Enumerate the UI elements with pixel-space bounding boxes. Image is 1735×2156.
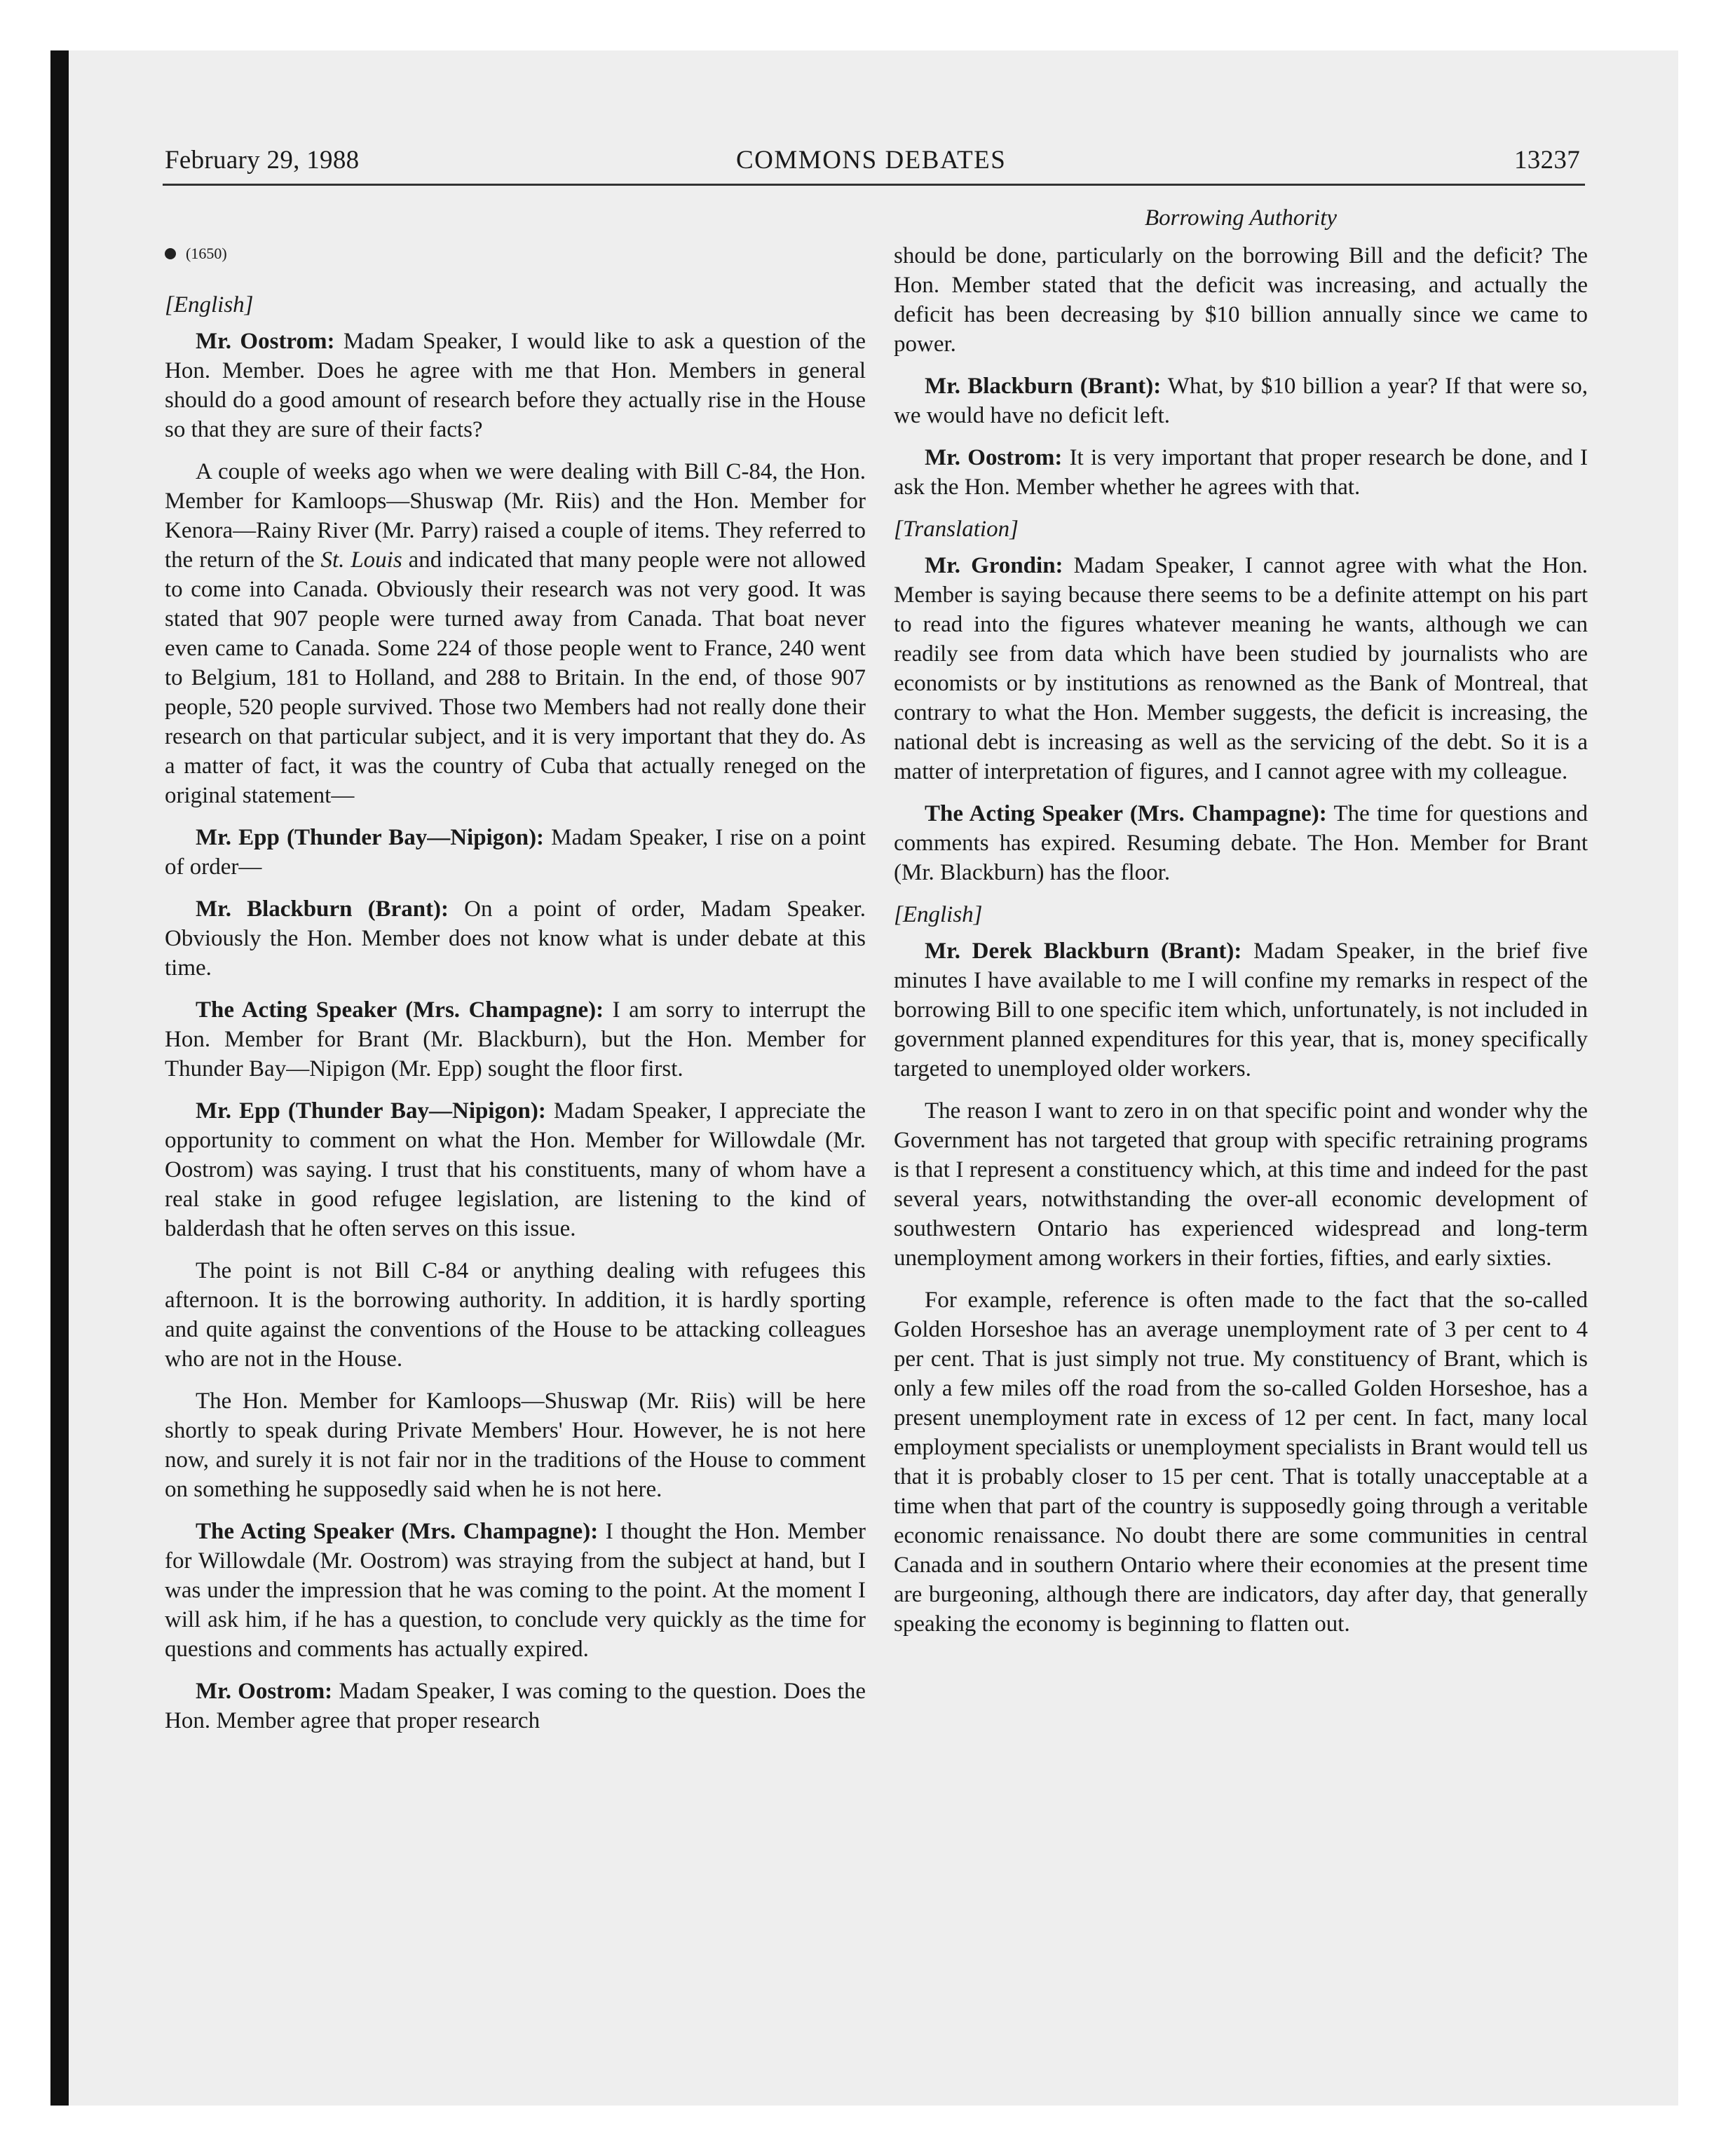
paragraph-text: What, by $10 billion a year? If that were so, we would have no deficit left.	[894, 374, 1588, 428]
paragraph-continued: should be done, particularly on the borrowing Bill and the deficit? The Hon. Member stated that the deficit was increasing, and actually the deficit has been decreasing by $10 billion annually since we came to power.	[894, 243, 1588, 357]
paragraph-text: I am sorry to interrupt the Hon. Member for Brant (Mr. Blackburn), but the Hon. Member for Thunder Bay—Nipigon (Mr. Epp) sought the floor first.	[165, 997, 866, 1082]
paragraph: The reason I want to zero in on that specific point and wonder why the Government has not targeted that group with specific retraining programs is that I represent a constituency which, at this time and indeed for the past several years, notwithstanding the over-all economic development of southwestern Ontario has experienced widespread and long-term unemployment among workers in their forties, fifties, and early sixties.	[894, 1098, 1588, 1271]
paragraph-text: and indicated that many people were not allowed to come into Canada. Obviously their research was not very good. It was stated that 907 people were turned away from Canada. That boat never even came to Canada. Some 224 of those people went to France, 240 went to Belgium, 181 to Holland, and 288 to Britain. In the end, of those 907 people, 520 people survived. Those two Members had not really done their research on that particular subject, and it is very important that they do. As a matter of fact, it was the country of Cuba that actually reneged on the original statement—	[165, 547, 866, 808]
right-column	[894, 203, 1588, 1651]
speaker-name: Mr. Blackburn (Brant):	[925, 374, 1162, 399]
time-marker	[165, 247, 866, 261]
paragraph-text: Madam Speaker, I cannot agree with what the Hon. Member is saying because there seems to be a definite attempt on his part to read into the figures whatever meaning he wants, although we can readily see from data which have been studied by journalists who are economists or by institutions as renowned as the Bank of Montreal, that contrary to what the Hon. Member suggests, the deficit is increasing, the national debt is increasing as well as the servicing of the debt. So it is a matter of interpretation of figures, and I cannot agree with my colleague.	[894, 553, 1588, 784]
ship-name: St. Louis	[320, 547, 402, 573]
scan-edge-shadow	[50, 50, 69, 2106]
language-tag-english: [English]	[165, 292, 254, 318]
paragraph	[165, 1096, 866, 1243]
bullet-icon	[165, 248, 176, 259]
speaker-name: The Acting Speaker (Mrs. Champagne):	[925, 801, 1327, 826]
paragraph	[165, 894, 866, 983]
speaker-name: Mr. Epp (Thunder Bay—Nipigon):	[196, 825, 545, 850]
paragraph-text: Madam Speaker, I was coming to the question. Does the Hon. Member agree that proper research	[165, 1679, 866, 1733]
time-marker-label: (1650)	[186, 245, 227, 262]
running-head: Borrowing Authority	[1144, 205, 1338, 231]
speaker-name: Mr. Blackburn (Brant):	[196, 896, 449, 922]
language-tag-translation: [Translation]	[894, 517, 1019, 542]
header-title: COMMONS DEBATES	[736, 146, 1007, 175]
header-rule	[163, 184, 1585, 186]
paragraph-text: On a point of order, Madam Speaker. Obviously the Hon. Member does not know what is under debate at this time.	[165, 896, 866, 981]
paragraph	[894, 551, 1588, 786]
paragraph-text: I thought the Hon. Member for Willowdale (Mr. Oostrom) was straying from the subject at hand, but I was under the impression that he was coming to the point. At the moment I will ask him, if he has a question, to conclude very quickly as the time for questions and comments has actually expired.	[165, 1519, 866, 1662]
paragraph	[165, 1677, 866, 1735]
paragraph	[165, 457, 866, 810]
paragraph-text: The time for questions and comments has expired. Resuming debate. The Hon. Member for Brant (Mr. Blackburn) has the floor.	[894, 801, 1588, 885]
speaker-name: Mr. Epp (Thunder Bay—Nipigon):	[196, 1098, 546, 1124]
paragraph	[894, 371, 1588, 430]
paragraph: The point is not Bill C-84 or anything dealing with refugees this afternoon. It is the borrowing authority. In addition, it is hardly sporting and quite against the conventions of the House to be attacking colleagues who are not in the House.	[165, 1258, 866, 1372]
speaker-name: Mr. Oostrom:	[196, 329, 335, 354]
paragraph	[894, 443, 1588, 502]
paragraph: For example, reference is often made to the fact that the so-called Golden Horseshoe has an average unemployment rate of 3 per cent to 4 per cent. That is just simply not true. My constituency of Brant, which is only a few miles off the road from the so-called Golden Horseshoe, has a present unemployment rate in excess of 12 per cent. In fact, many local employment specialists or unemployment specialists in Brant would tell us that it is probably closer to 15 per cent. That is totally unacceptable at a time when that part of the country is supposedly going through a veritable economic renaissance. No doubt there are some communities in central Canada and in southern Ontario where their economies at the present time are burgeoning, although there are indicators, day after day, that generally speaking the economy is beginning to flatten out.	[894, 1288, 1588, 1637]
paragraph	[165, 327, 866, 444]
speaker-name: Mr. Grondin:	[925, 553, 1063, 578]
paragraph: The Hon. Member for Kamloops—Shuswap (Mr. Riis) will be here shortly to speak during Private Members' Hour. However, he is not here now, and surely it is not fair nor in the traditions of the House to comment on something he supposedly said when he is not here.	[165, 1389, 866, 1502]
paragraph-text: Madam Speaker, I rise on a point of order—	[165, 825, 866, 880]
language-tag-english: [English]	[894, 902, 983, 927]
left-column	[165, 203, 866, 1748]
header-date: February 29, 1988	[165, 146, 360, 175]
header-page-number: 13237	[1514, 146, 1580, 175]
paragraph	[165, 823, 866, 882]
paragraph-text: Madam Speaker, in the brief five minutes I have available to me I will confine my remarks in respect of the borrowing Bill to one specific item which, unfortunately, is not included in government planned expenditures for this year, that is, money specifically targeted to unemployed older workers.	[894, 939, 1588, 1082]
speaker-name: Mr. Oostrom:	[196, 1679, 333, 1704]
speaker-name: Mr. Derek Blackburn (Brant):	[925, 939, 1242, 964]
paragraph	[165, 995, 866, 1084]
paragraph	[165, 1517, 866, 1664]
speaker-name: Mr. Oostrom:	[925, 445, 1063, 470]
paragraph-text: It is very important that proper research be done, and I ask the Hon. Member whether he agrees with that.	[894, 445, 1588, 500]
paragraph-text: A couple of weeks ago when we were dealing with Bill C-84, the Hon. Member for Kamloops—Shuswap (Mr. Riis) and the Hon. Member for Kenora—Rainy River (Mr. Parry) raised a couple of items. They referred to the return of the	[165, 459, 866, 573]
paragraph-text: Madam Speaker, I appreciate the opportunity to comment on what the Hon. Member for Willowdale (Mr. Oostrom) was saying. I trust that his constituents, many of whom have a real stake in good refugee legislation, are listening to the kind of balderdash that he often serves on this issue.	[165, 1098, 866, 1241]
paragraph	[894, 799, 1588, 887]
speaker-name: The Acting Speaker (Mrs. Champagne):	[196, 1519, 599, 1544]
paragraph	[894, 936, 1588, 1084]
paragraph-text: Madam Speaker, I would like to ask a question of the Hon. Member. Does he agree with me that Hon. Members in general should do a good amount of research before they actually rise in the House so that they are sure of their facts?	[165, 329, 866, 442]
speaker-name: The Acting Speaker (Mrs. Champagne):	[196, 997, 604, 1023]
